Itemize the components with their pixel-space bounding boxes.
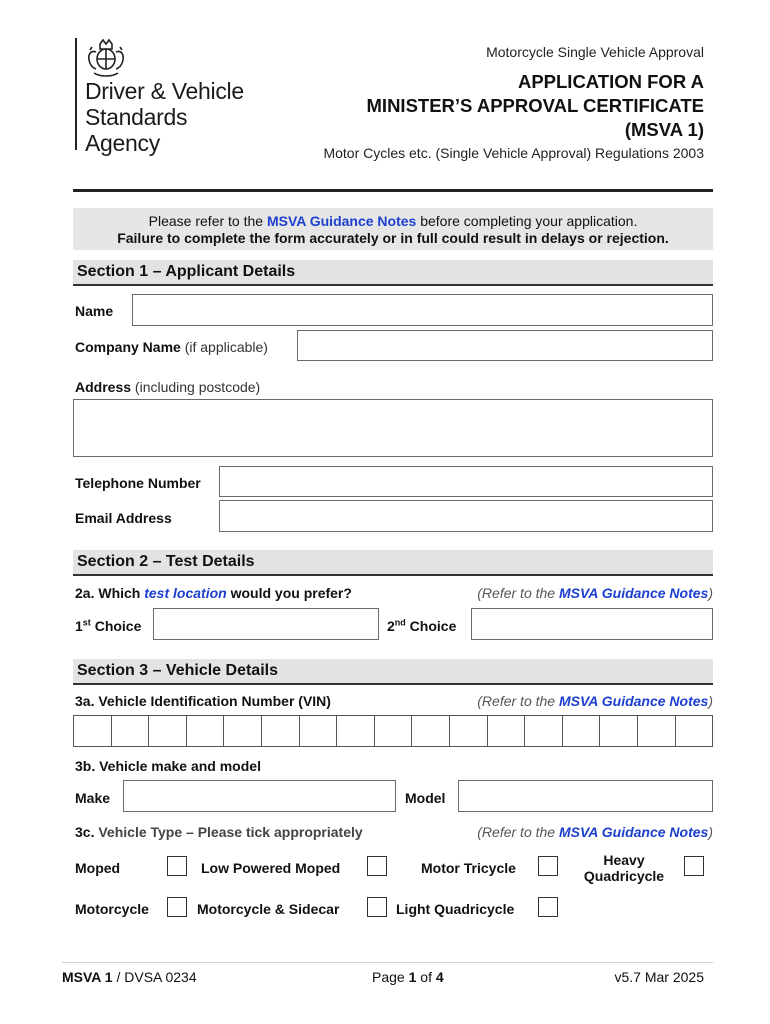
- motorcycle-label: Motorcycle: [75, 901, 149, 917]
- motor-tricycle-checkbox[interactable]: [538, 856, 558, 876]
- refer-guidance-2a: [477, 585, 713, 601]
- guidance-notes-link-3a[interactable]: MSVA Guidance Notes: [558, 693, 709, 709]
- heavy-quadricycle-line1: Heavy: [603, 852, 645, 868]
- refer-post-2a: ): [708, 585, 713, 601]
- footer-rule: [62, 962, 713, 963]
- vin-character-cell[interactable]: [525, 716, 563, 746]
- page-total: 4: [435, 969, 444, 985]
- first-choice-num: 1: [75, 618, 83, 634]
- make-label: Make: [75, 790, 111, 806]
- guidance-notes-link-3c[interactable]: MSVA Guidance Notes: [558, 824, 709, 840]
- guidance-notes-link-2a[interactable]: MSVA Guidance Notes: [558, 585, 709, 601]
- low-powered-moped-checkbox[interactable]: [367, 856, 387, 876]
- form-title-line3: (MSVA 1): [624, 119, 704, 140]
- form-title-line1: APPLICATION FOR A: [517, 71, 704, 92]
- name-input[interactable]: [132, 294, 713, 326]
- vin-character-cell[interactable]: [450, 716, 488, 746]
- email-label: Email Address: [75, 510, 172, 526]
- make-model-question: 3b. Vehicle make and model: [75, 758, 261, 774]
- q3c-text: Vehicle Type – Please tick appropriately: [98, 824, 363, 840]
- model-label: Model: [405, 790, 446, 806]
- refer-post-3a: ): [708, 693, 713, 709]
- test-location-link[interactable]: test location: [144, 585, 227, 601]
- company-label-text: Company Name: [75, 339, 181, 355]
- form-title-line2: MINISTER’S APPROVAL CERTIFICATE: [366, 95, 704, 116]
- second-choice-sup: nd: [394, 617, 406, 628]
- regulations-text: Motor Cycles etc. (Single Vehicle Approval) Regulations 2003: [323, 145, 704, 161]
- q2a-prefix: 2a. Which: [75, 585, 145, 601]
- refer-post-3c: ): [708, 824, 713, 840]
- vin-question: 3a. Vehicle Identification Number (VIN): [75, 693, 331, 709]
- address-label-note: (including postcode): [134, 379, 261, 395]
- first-choice-sup: st: [82, 617, 91, 628]
- q2a-suffix: would you prefer?: [226, 585, 352, 601]
- vin-input-grid[interactable]: [73, 715, 713, 747]
- light-quadricycle-checkbox[interactable]: [538, 897, 558, 917]
- test-location-question: [75, 585, 352, 601]
- heavy-quadricycle-label: [578, 852, 670, 884]
- heavy-quadricycle-checkbox[interactable]: [684, 856, 704, 876]
- logo-divider: [75, 38, 77, 150]
- section2-header: Section 2 – Test Details: [73, 550, 713, 576]
- company-label-note: (if applicable): [184, 339, 268, 355]
- vin-character-cell[interactable]: [600, 716, 638, 746]
- guidance-notes-link[interactable]: MSVA Guidance Notes: [266, 213, 417, 229]
- address-input[interactable]: [73, 399, 713, 457]
- heavy-quadricycle-line2: Quadricycle: [583, 868, 665, 884]
- first-choice-word: Choice: [90, 618, 142, 634]
- agency-name-line3: Agency: [85, 130, 160, 156]
- motorcycle-sidecar-label: Motorcycle & Sidecar: [197, 901, 340, 917]
- name-label: Name: [75, 303, 114, 319]
- header-rule: [73, 189, 713, 192]
- company-label: [75, 339, 268, 355]
- refer-guidance-3a: [477, 693, 713, 709]
- vehicle-type-question: [75, 824, 363, 840]
- address-label: [75, 379, 260, 395]
- second-choice-word: Choice: [405, 618, 457, 634]
- page-number: [372, 969, 444, 985]
- moped-checkbox[interactable]: [167, 856, 187, 876]
- notice-text-pre: Please refer to the: [148, 213, 267, 229]
- notice-text-post: before completing your application.: [416, 213, 638, 229]
- refer-guidance-3c: [477, 824, 713, 840]
- page-num: 1: [408, 969, 417, 985]
- vin-character-cell[interactable]: [375, 716, 413, 746]
- notice-warning: Failure to complete the form accurately or in full could result in delays or rejection.: [117, 230, 669, 246]
- refer-pre-3c: (Refer to the: [477, 824, 559, 840]
- q3c-prefix: 3c.: [75, 824, 99, 840]
- form-subtitle: Motorcycle Single Vehicle Approval: [486, 44, 704, 60]
- royal-crest-icon: [84, 38, 128, 78]
- low-powered-moped-label: Low Powered Moped: [201, 860, 341, 876]
- second-choice-label: [387, 618, 456, 634]
- page-pre: Page: [372, 969, 409, 985]
- vin-character-cell[interactable]: [563, 716, 601, 746]
- vin-character-cell[interactable]: [187, 716, 225, 746]
- vin-character-cell[interactable]: [112, 716, 150, 746]
- agency-name-line1: Driver & Vehicle: [85, 78, 244, 104]
- second-choice-input[interactable]: [471, 608, 713, 640]
- telephone-label: Telephone Number: [75, 475, 201, 491]
- telephone-input[interactable]: [219, 466, 713, 497]
- form-title: [367, 70, 704, 142]
- moped-label: Moped: [75, 860, 121, 876]
- motorcycle-sidecar-checkbox[interactable]: [367, 897, 387, 917]
- guidance-notice: [73, 208, 713, 250]
- first-choice-label: [75, 618, 141, 634]
- motor-tricycle-label: Motor Tricycle: [421, 860, 516, 876]
- model-input[interactable]: [458, 780, 713, 812]
- make-input[interactable]: [123, 780, 396, 812]
- form-ref: / DVSA 0234: [112, 969, 197, 985]
- vin-character-cell[interactable]: [412, 716, 450, 746]
- vin-character-cell[interactable]: [262, 716, 300, 746]
- vin-character-cell[interactable]: [488, 716, 526, 746]
- section1-header: Section 1 – Applicant Details: [73, 260, 713, 286]
- address-label-text: Address: [75, 379, 132, 395]
- vin-character-cell[interactable]: [337, 716, 375, 746]
- section3-header: Section 3 – Vehicle Details: [73, 659, 713, 685]
- vin-character-cell[interactable]: [638, 716, 676, 746]
- version-label: v5.7 Mar 2025: [614, 969, 704, 985]
- vin-character-cell[interactable]: [676, 716, 713, 746]
- vin-character-cell[interactable]: [149, 716, 187, 746]
- vin-character-cell[interactable]: [224, 716, 262, 746]
- page-mid: of: [416, 969, 436, 985]
- motorcycle-checkbox[interactable]: [167, 897, 187, 917]
- company-input[interactable]: [297, 330, 713, 361]
- vin-character-cell[interactable]: [74, 716, 112, 746]
- email-input[interactable]: [219, 500, 713, 532]
- second-choice-num: 2: [387, 618, 395, 634]
- form-code: MSVA 1: [62, 969, 113, 985]
- refer-pre-2a: (Refer to the: [477, 585, 559, 601]
- form-reference: [62, 969, 197, 985]
- agency-name-line2: Standards: [85, 104, 188, 130]
- refer-pre-3a: (Refer to the: [477, 693, 559, 709]
- agency-logo-text: [85, 78, 244, 156]
- vin-character-cell[interactable]: [300, 716, 338, 746]
- first-choice-input[interactable]: [153, 608, 379, 640]
- light-quadricycle-label: Light Quadricycle: [396, 901, 515, 917]
